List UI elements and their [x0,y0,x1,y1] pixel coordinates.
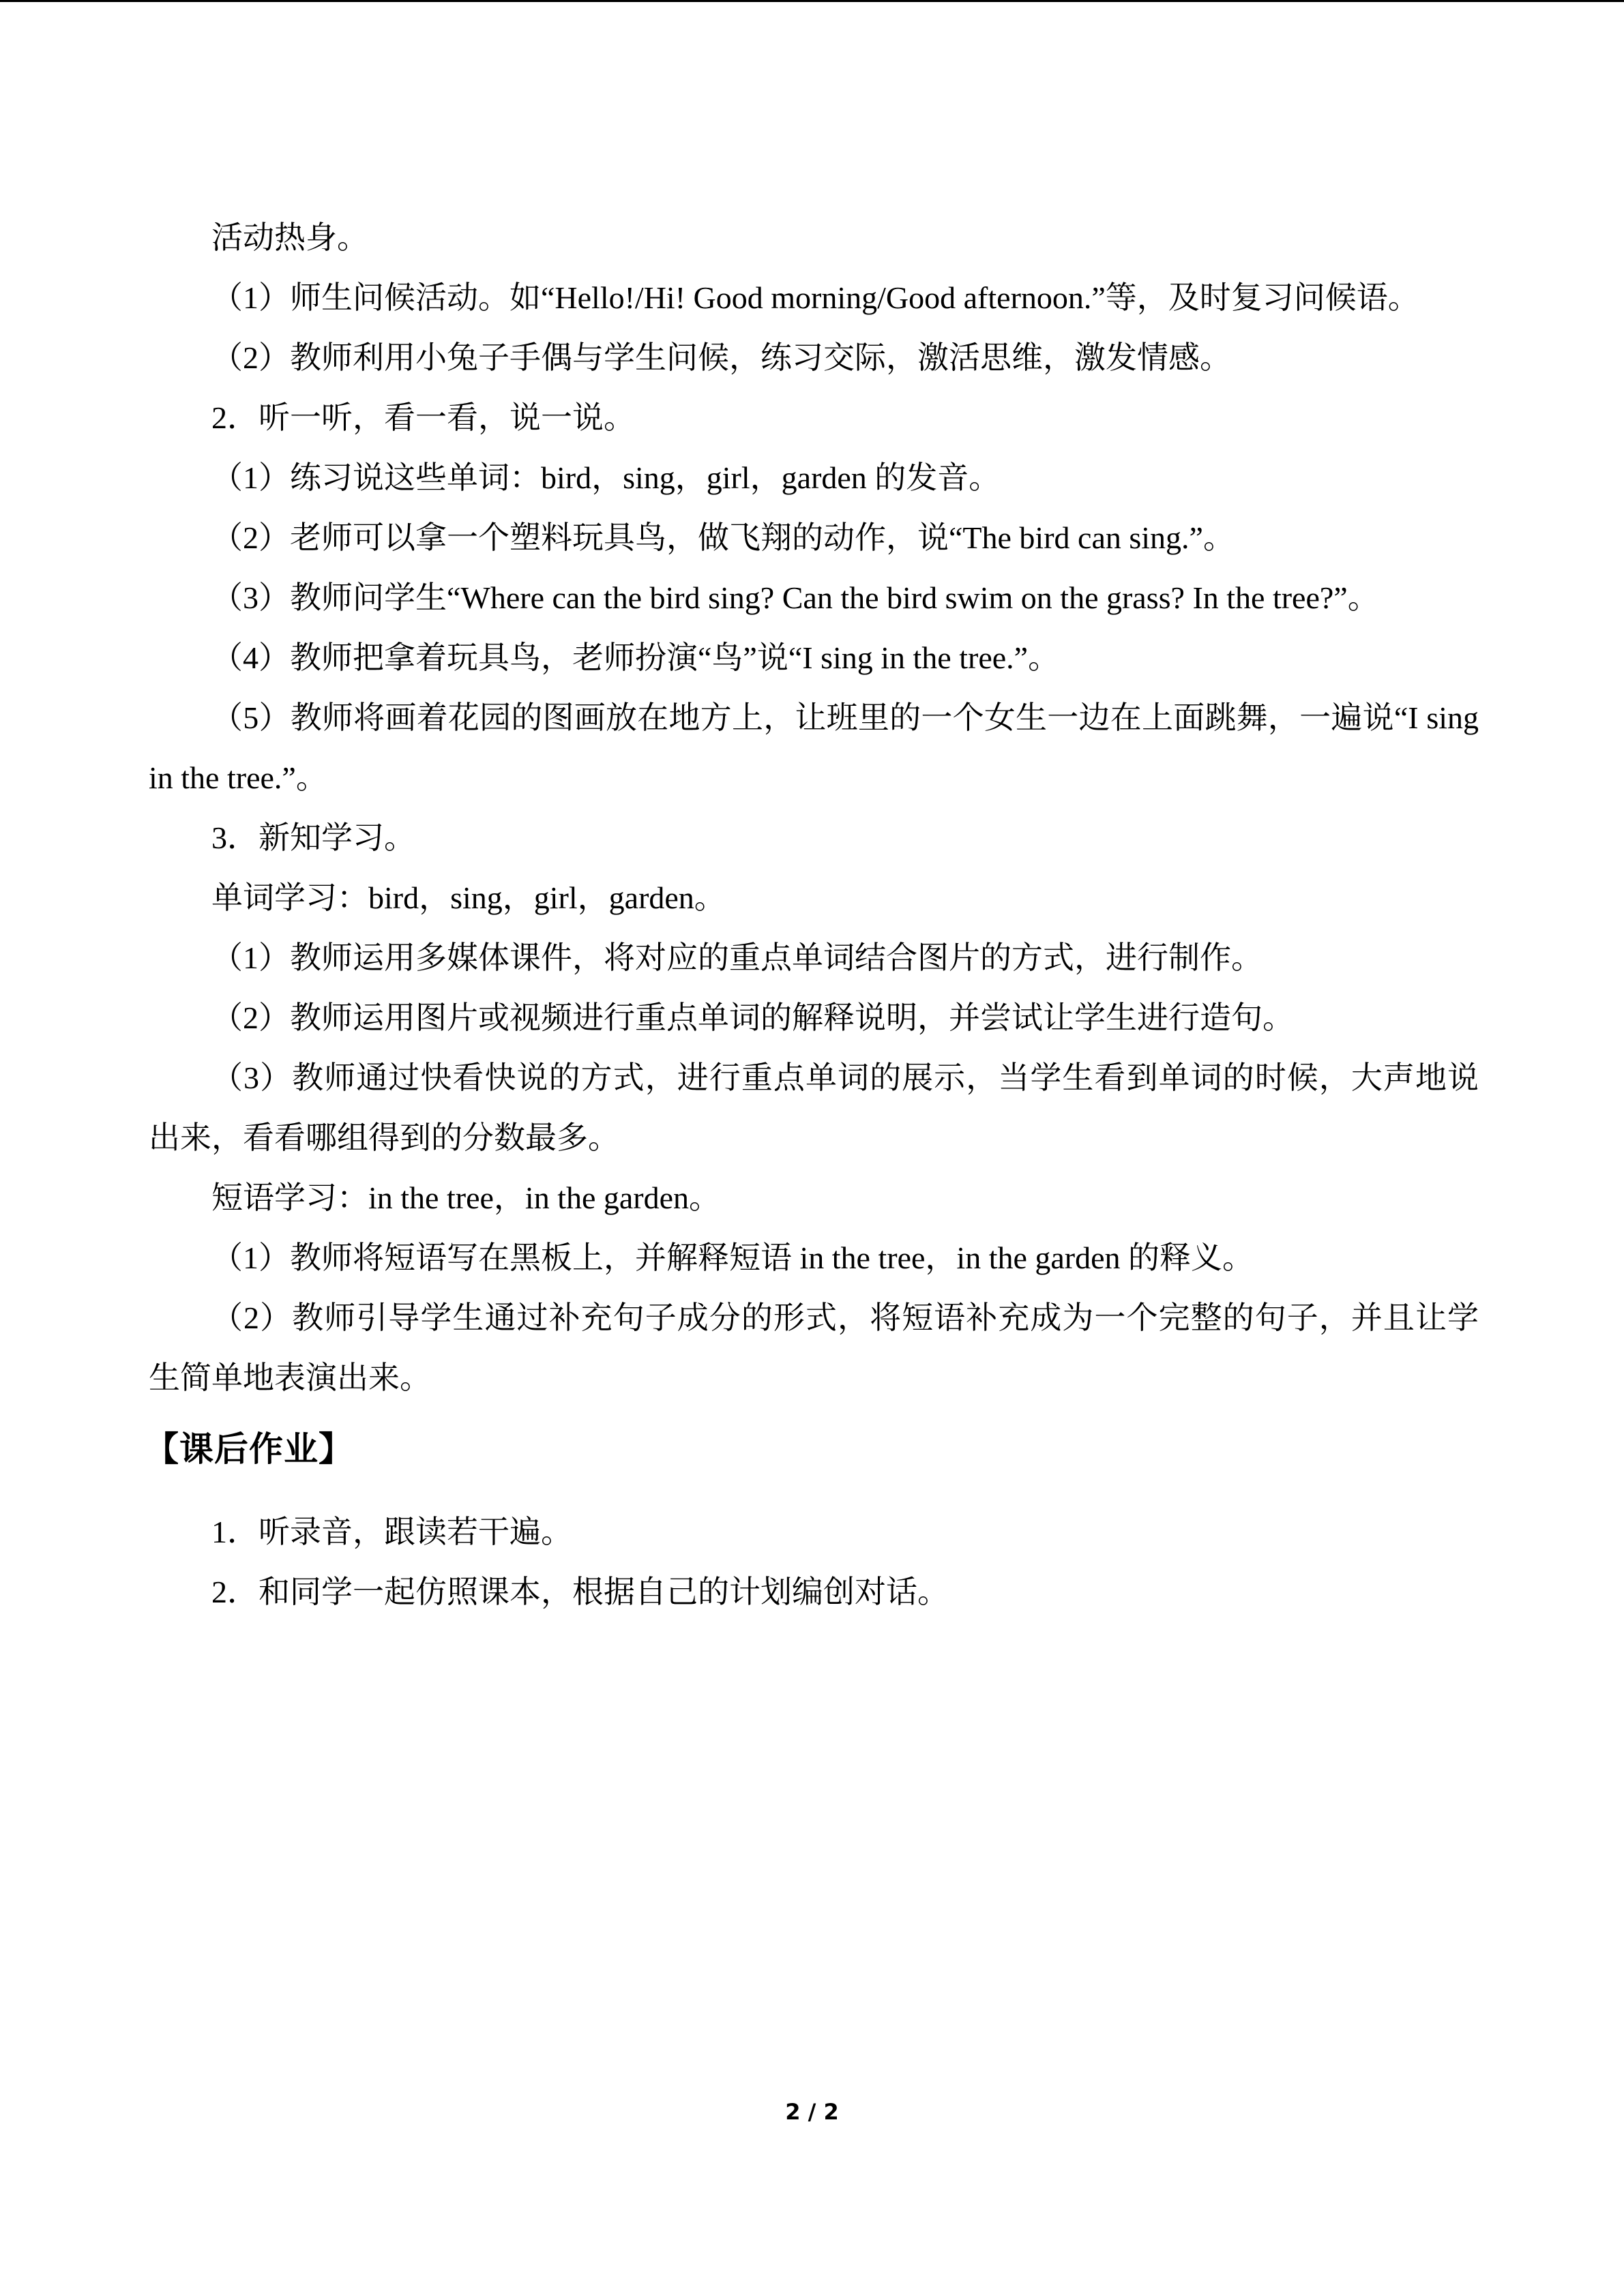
homework-item: 1．听录音，跟读若干遍。 [211,1515,572,1549]
paragraph-blackboard: （1）教师将短语写在黑板上，并解释短语 in the tree，in the garden 的释义。 [211,1240,1254,1275]
page-number: 2 / 2 [785,2099,839,2125]
homework-item: 2．和同学一起仿照课本，根据自己的计划编创对话。 [211,1575,949,1609]
paragraph-rabbit-puppet: （2）教师利用小兔子手偶与学生问候，练习交际，激活思维，激发情感。 [211,340,1231,375]
paragraph-word-study: 单词学习：bird，sing，girl，garden。 [211,880,726,915]
paragraph-picture-video: （2）教师运用图片或视频进行重点单词的解释说明，并尝试让学生进行造句。 [211,1000,1294,1035]
paragraph-garden-picture: （5）教师将画着花园的图画放在地方上，让班里的一个女生一边在上面跳舞，一遍说“I sing in the tree.”。 [149,700,1479,795]
paragraph-warmup: 活动热身。 [211,220,368,255]
paragraph-phrase-study: 短语学习：in the tree，in the garden。 [211,1180,721,1215]
paragraph-new-learning: 3．新知学习。 [211,820,415,855]
paragraph-quick-look-say: （3）教师通过快看快说的方式，进行重点单词的展示，当学生看到单词的时候，大声地说出来，看看哪组得到的分数最多。 [149,1060,1479,1155]
top-border-line [0,0,1624,2]
paragraph-word-pronunciation: （1）练习说这些单词：bird，sing，girl，garden 的发音。 [211,460,1001,495]
paragraph-multimedia: （1）教师运用多媒体课件，将对应的重点单词结合图片的方式，进行制作。 [211,940,1263,975]
paragraph-role-play-bird: （4）教师把拿着玩具鸟，老师扮演“鸟”说“I sing in the tree.”。 [211,640,1060,675]
paragraph-teacher-question: （3）教师问学生“Where can the bird sing? Can the bird swim on the grass? In the tree?”。 [211,580,1379,615]
paragraph-listen-look-say: 2．听一听，看一看，说一说。 [211,400,635,435]
paragraph-sentence-completion: （2）教师引导学生通过补充句子成分的形式，将短语补充成为一个完整的句子，并且让学生简单地表演出来。 [149,1300,1479,1395]
homework-heading: 【课后作业】 [145,1429,353,1469]
paragraph-greeting-activity: （1）师生问候活动。如“Hello!/Hi! Good morning/Good afternoon.”等，及时复习问候语。 [211,280,1419,315]
document-body [145,208,1479,1622]
paragraph-toy-bird: （2）老师可以拿一个塑料玩具鸟，做飞翔的动作，说“The bird can sing.”。 [211,520,1235,555]
